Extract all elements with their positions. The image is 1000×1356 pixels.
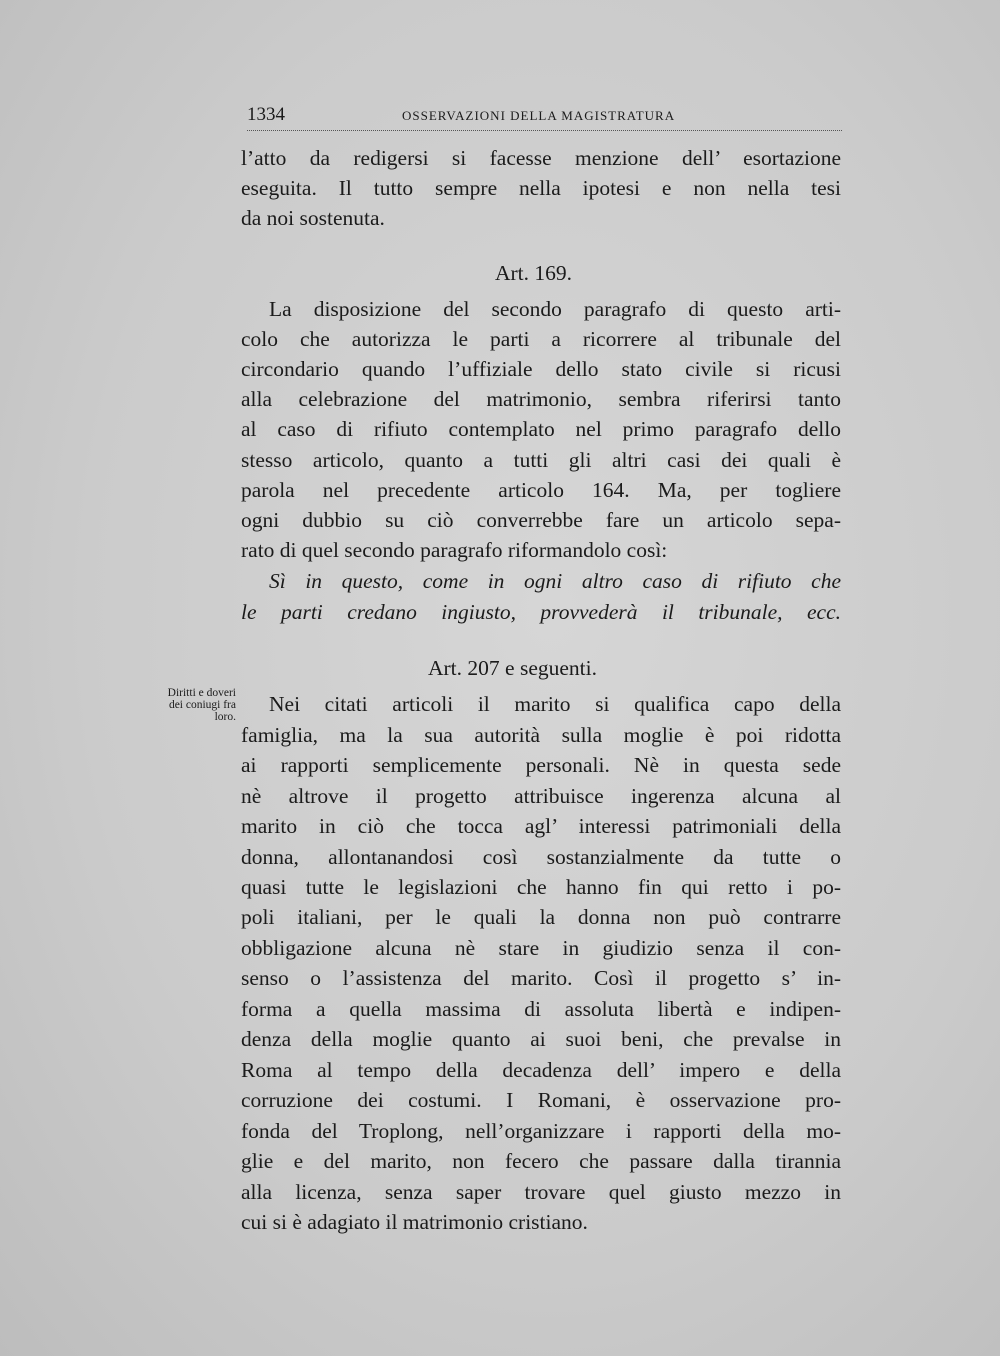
text-line: eseguita. Il tutto sempre nella ipotesi e non nella tesi [241, 176, 841, 200]
article-heading: Art. 207 e seguenti. [428, 656, 597, 680]
page-number: 1334 [247, 104, 285, 125]
text-line: circondario quando l’uffiziale dello stato civile si ricusi [241, 357, 841, 381]
quote-line: Sì in questo, come in ogni altro caso di rifiuto che [269, 569, 841, 593]
text-line: Roma al tempo della decadenza dell’ impero e della [241, 1058, 841, 1082]
article-heading: Art. 169. [495, 261, 573, 285]
text-line: al caso di rifiuto contemplato nel primo paragrafo dello [241, 417, 841, 441]
margin-note-line: Diritti e doveri [167, 687, 236, 699]
margin-note-line: dei coniugi fra [168, 699, 236, 711]
quote-line: le parti credano ingiusto, provvederà il tribunale, ecc. [241, 600, 841, 624]
text-line: corruzione dei costumi. I Romani, è osservazione pro- [241, 1088, 841, 1112]
text-line: glie e del marito, non fecero che passare dalla tirannia [241, 1149, 841, 1173]
margin-note [112, 687, 236, 723]
page-header [247, 104, 842, 131]
text-line: parola nel precedente articolo 164. Ma, per togliere [241, 478, 841, 502]
running-head: OSSERVAZIONI DELLA MAGISTRATURA [402, 108, 676, 123]
text-line: colo che autorizza le parti a ricorrere al tribunale del [241, 327, 841, 351]
text-line: cui si è adagiato il matrimonio cristiano. [241, 1210, 588, 1234]
text-line: Nei citati articoli il marito si qualifica capo della [269, 692, 841, 716]
text-line: senso o l’assistenza del marito. Così il progetto s’ in- [241, 966, 841, 990]
text-line: rato di quel secondo paragrafo riformandolo così: [241, 538, 668, 562]
text-line: donna, allontanandosi così sostanzialmente da tutte o [241, 845, 841, 869]
margin-note-line: loro. [214, 711, 236, 723]
text-line: ogni dubbio su ciò converrebbe fare un articolo sepa- [241, 508, 841, 532]
text-line: denza della moglie quanto ai suoi beni, che prevalse in [241, 1027, 841, 1051]
text-line: ai rapporti semplicemente personali. Nè in questa sede [241, 753, 841, 777]
text-line: forma a quella massima di assoluta libertà e indipen- [241, 997, 841, 1021]
text-line: fonda del Troplong, nell’organizzare i rapporti della mo- [241, 1119, 841, 1143]
text-line: alla celebrazione del matrimonio, sembra riferirsi tanto [241, 387, 841, 411]
text-line: stesso articolo, quanto a tutti gli altri casi dei quali è [241, 448, 841, 472]
text-line: l’atto da redigersi si facesse menzione dell’ esortazione [241, 146, 841, 170]
text-line: poli italiani, per le quali la donna non può contrarre [241, 905, 841, 929]
text-line: obbligazione alcuna nè stare in giudizio senza il con- [241, 936, 841, 960]
text-line: nè altrove il progetto attribuisce ingerenza alcuna al [241, 784, 841, 808]
text-line: quasi tutte le legislazioni che hanno fin qui retto i po- [241, 875, 841, 899]
text-line: alla licenza, senza saper trovare quel giusto mezzo in [241, 1180, 841, 1204]
text-line: famiglia, ma la sua autorità sulla moglie è poi ridotta [241, 723, 841, 747]
text-line: da noi sostenuta. [241, 206, 385, 230]
text-line: La disposizione del secondo paragrafo di questo arti- [269, 297, 841, 321]
text-line: marito in ciò che tocca agl’ interessi patrimoniali della [241, 814, 841, 838]
